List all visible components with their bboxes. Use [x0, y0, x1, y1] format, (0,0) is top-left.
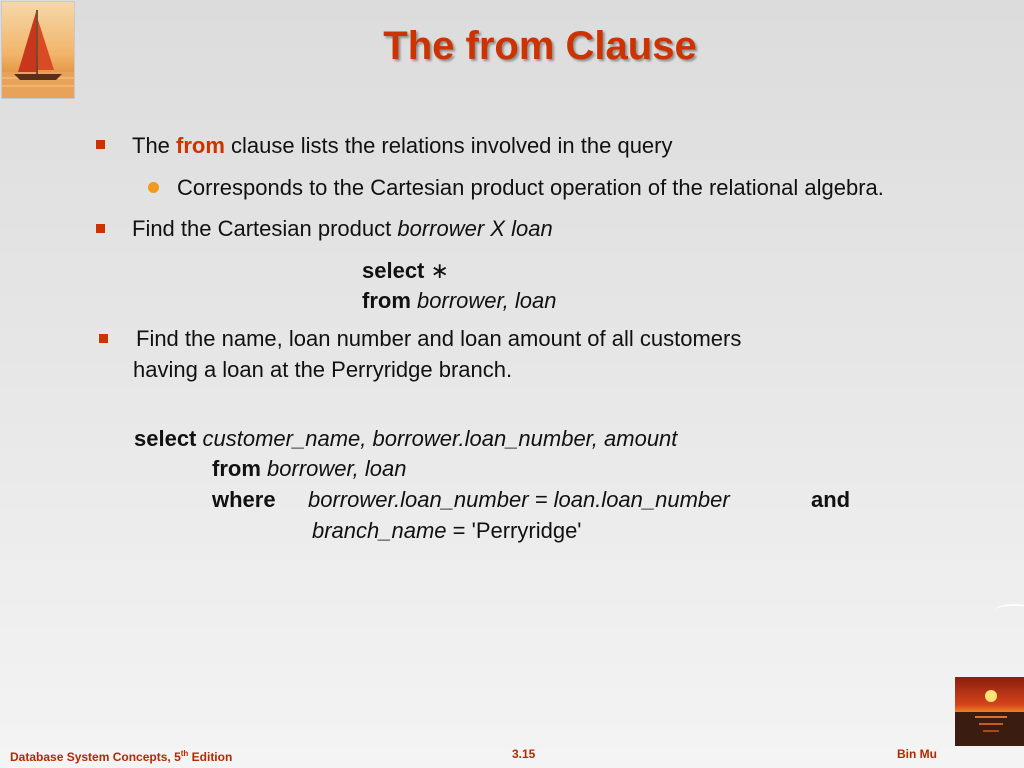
query2-where-condition [308, 487, 730, 513]
select-keyword: select [134, 426, 197, 451]
square-bullet-icon [96, 140, 105, 149]
query2-from-line [212, 456, 406, 482]
relation-expression: borrower X loan [397, 216, 553, 241]
from-relations: borrower, loan [267, 456, 407, 481]
sunset-icon [955, 677, 1024, 746]
select-attributes: customer_name, borrower.loan_number, amount [202, 426, 678, 451]
sub-bullet-cartesian: Corresponds to the Cartesian product operation of the relational algebra. [177, 175, 884, 200]
sunset-image [955, 677, 1024, 746]
query2-and [811, 487, 850, 513]
square-bullet-icon [96, 224, 105, 233]
bullet-cartesian-product [132, 216, 553, 242]
bullet-text: clause lists the relations involved in the query [224, 133, 673, 158]
query2-where-line [212, 487, 276, 513]
query1-select-line [362, 258, 449, 284]
bullet-find-name-line1: Find the name, loan number and loan amount of all customers [136, 326, 742, 351]
branch-value: = 'Perryridge' [446, 518, 582, 543]
query1-from-line [362, 288, 556, 314]
join-condition: borrower.loan_number = loan.loan_number [308, 487, 730, 512]
bullet-text: Find the Cartesian product [132, 216, 398, 241]
footer-book-title [10, 747, 232, 764]
bullet-from-clause [132, 133, 673, 159]
decorative-swoosh [995, 604, 1024, 616]
select-keyword: select [362, 258, 425, 283]
bullet-text: The [132, 133, 177, 158]
round-bullet-icon [148, 182, 159, 193]
footer-page-number: 3.15 [512, 747, 536, 761]
branch-attribute: branch_name [312, 518, 447, 543]
footer-text: Database System Concepts, 5 [10, 750, 181, 764]
from-keyword: from [362, 288, 411, 313]
bullet-find-name-line2: having a loan at the Perryridge branch. [133, 357, 513, 382]
from-keyword: from [212, 456, 261, 481]
footer-superscript: th [180, 749, 189, 758]
query2-branch-line [312, 518, 582, 544]
and-keyword: and [811, 487, 851, 512]
select-star: ∗ [430, 258, 449, 283]
from-relations: borrower, loan [417, 288, 557, 313]
footer-text: Edition [188, 750, 233, 764]
slide-title: The from Clause [383, 24, 697, 68]
footer-author: Bin Mu [897, 747, 937, 761]
where-keyword: where [212, 487, 276, 512]
square-bullet-icon [99, 334, 108, 343]
query2-select-line [134, 426, 677, 452]
from-keyword: from [176, 133, 225, 158]
